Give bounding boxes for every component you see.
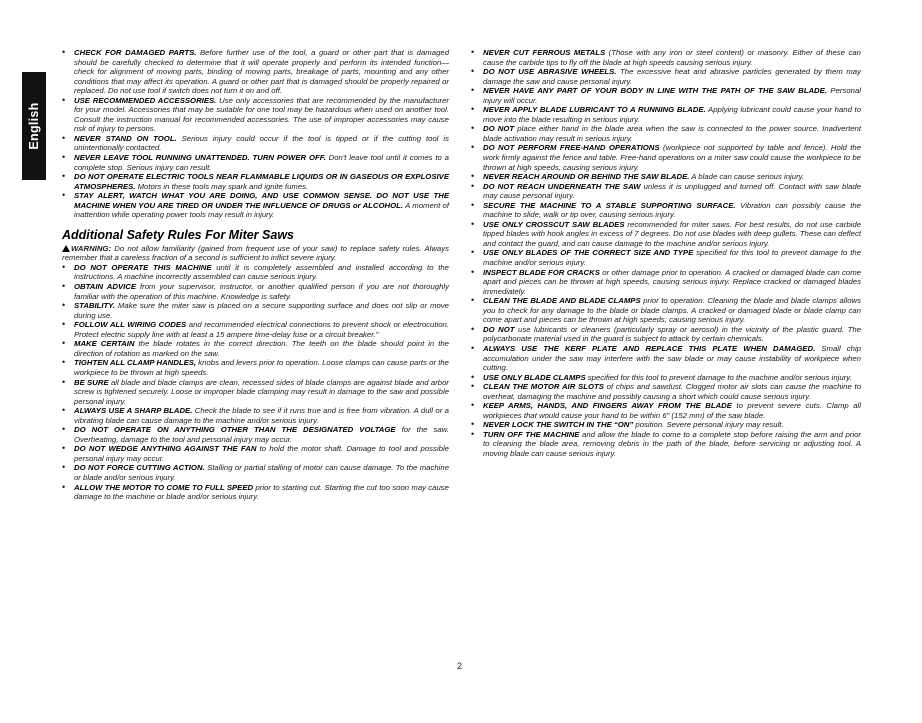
safety-rule-item: [62, 463, 449, 482]
rule-text: to prevent severe cuts. Clamp all workpieces that would cause your hand to be within 6" (152 mm) of the saw blade.: [483, 401, 861, 420]
rule-lead: CHECK FOR DAMAGED PARTS.: [74, 48, 197, 57]
rule-text: Motors in these tools may spark and ignite fumes.: [135, 181, 309, 191]
rule-text: recommended for miter saws. For best results, do not use carbide tipped blades with hook angles in excess of 7 degrees. Do not use blades with deep gullets. These can deflect and contact the guard, and can cause damage to the machine and/or serious injury.: [483, 219, 861, 248]
rule-text: position. Severe personal injury may result.: [633, 420, 784, 430]
rule-lead: NEVER STAND ON TOOL.: [74, 133, 177, 143]
rule-lead: DO NOT OPERATE THIS MACHINE: [74, 262, 212, 272]
bullet-icon: •: [62, 338, 66, 349]
bullet-icon: •: [471, 371, 475, 382]
safety-rule-item: [62, 172, 449, 191]
safety-rule-item: [471, 124, 861, 143]
bullet-icon: •: [62, 319, 66, 330]
bullet-icon: •: [62, 462, 66, 473]
rule-text: unless it is unplugged and turned off. Contact with saw blade may cause personal injury.: [483, 181, 861, 201]
rule-lead: STABILITY.: [74, 301, 115, 311]
rule-lead: OBTAIN ADVICE: [74, 282, 137, 292]
safety-rule-item: [62, 358, 449, 377]
bullet-icon: •: [62, 261, 66, 272]
bullet-icon: •: [62, 357, 66, 368]
safety-rule-item: [62, 282, 449, 301]
rule-text: all blade and blade clamps are clean, recessed sides of blade clamps are against blade and arbor screw is tightened securely. Loose or improper blade clamping may result in damage to the saw and possible personal injury.: [74, 377, 449, 406]
bullet-icon: •: [471, 381, 475, 392]
rule-lead: DO NOT OPERATE ELECTRIC TOOLS NEAR FLAMMABLE LIQUIDS OR IN GASEOUS OR EXPLOSIVE ATMOSPHERES.: [74, 172, 449, 191]
language-label: English: [27, 102, 41, 150]
safety-rule-item: [62, 483, 449, 502]
bullet-icon: •: [62, 376, 66, 387]
safety-rule-item: [471, 105, 861, 124]
rule-lead: USE ONLY CROSSCUT SAW BLADES: [483, 219, 625, 229]
bullet-icon: •: [471, 323, 475, 334]
left-column: [62, 48, 449, 502]
bullet-icon: •: [471, 85, 475, 96]
rule-text: (Those with any iron or steel content) or masonry. Either of these can cause the carbide tips to fly off the blade at high speeds causing serious injury.: [483, 48, 861, 67]
rule-text: Before further use of the tool, a guard or other part that is damaged should be carefully checked to determine that it will operate properly and perform its intended function—check for alignment of moving parts, binding of moving parts, breakage of parts, mounting and any other conditions that may affect its operation. A guard or other part that is damaged should be properly repaired or replaced. Do not use tool if switch does not turn it on and off.: [74, 48, 450, 96]
rule-text: prior to operation. Cleaning the blade and blade clamps allows you to check for any damage to the blade or blade clamps. A cracked or damaged blade or blade clamp can come apart and pieces can be thrown at high speeds, causing serious injury.: [483, 296, 861, 325]
rule-lead: ALWAYS USE THE KERF PLATE AND REPLACE THIS PLATE WHEN DAMAGED.: [483, 343, 816, 353]
safety-rule-item: [62, 153, 449, 172]
rule-text: specified for this tool to prevent damage to the machine and/or serious injury.: [483, 248, 861, 268]
bullet-icon: •: [62, 132, 66, 143]
bullet-icon: •: [471, 342, 475, 353]
rule-text: Applying lubricant could cause your hand to move into the blade resulting in serious injury.: [483, 105, 861, 124]
safety-rule-item: [62, 301, 449, 320]
rule-lead: NEVER LOCK THE SWITCH IN THE “ON”: [483, 420, 634, 430]
rule-lead: FOLLOW ALL WIRING CODES: [74, 320, 187, 330]
safety-rule-item: [471, 220, 861, 249]
safety-rule-item: [62, 48, 449, 96]
bullet-icon: •: [471, 66, 475, 77]
rule-text: Personal injury will occur.: [483, 86, 861, 105]
warning-paragraph: [62, 244, 449, 263]
rule-text: Serious injury could occur if the tool is tipped or if the cutting tool is unintentionally contacted.: [74, 133, 449, 153]
safety-rule-item: [62, 263, 449, 282]
safety-rule-item: [62, 96, 449, 134]
safety-rule-item: [62, 406, 449, 425]
safety-rule-item: [62, 191, 449, 220]
rule-lead: DO NOT REACH UNDERNEATH THE SAW: [483, 181, 641, 191]
language-tab: [22, 72, 46, 180]
bullet-icon: •: [471, 419, 475, 430]
bullet-icon: •: [62, 481, 66, 492]
rule-lead: USE ONLY BLADE CLAMPS: [483, 372, 586, 382]
rule-text: A blade can cause serious injury.: [689, 172, 805, 182]
rule-lead: NEVER HAVE ANY PART OF YOUR BODY IN LINE WITH THE PATH OF THE SAW BLADE.: [483, 86, 827, 96]
rule-lead: TURN OFF THE MACHINE: [483, 429, 580, 439]
rule-text: Vibration can possibly cause the machine to slide, walk or tip over, causing serious injury.: [483, 200, 861, 220]
bullet-icon: •: [471, 142, 475, 153]
bullet-icon: •: [471, 47, 475, 57]
rule-lead: ALLOW THE MOTOR TO COME TO FULL SPEED: [74, 482, 254, 492]
rule-lead: DO NOT: [483, 124, 515, 134]
warning-lead: WARNING:: [71, 243, 112, 253]
safety-rule-item: [62, 134, 449, 153]
rule-lead: TIGHTEN ALL CLAMP HANDLES,: [74, 358, 197, 368]
rule-lead: DO NOT FORCE CUTTING ACTION.: [74, 463, 205, 473]
rule-text: the blade rotates in the correct direction. The teeth on the blade should point in the direction of rotation as marked on the saw.: [74, 339, 449, 358]
rule-lead: USE RECOMMENDED ACCESSORIES.: [74, 95, 217, 105]
rule-text: for the saw. Overheating, damage to the tool and personal injury may occur.: [74, 425, 449, 444]
rule-lead: MAKE CERTAIN: [74, 339, 135, 349]
safety-rule-item: [471, 420, 861, 430]
bullet-icon: •: [62, 443, 66, 454]
rule-text: specified for this tool to prevent damage to the machine and/or serious injury.: [585, 372, 852, 382]
rule-text: Check the blade to see if it runs true and is free from vibration. A dull or a vibrating blade can cause damage to the machine and/or serious injury.: [74, 406, 449, 425]
rule-lead: NEVER REACH AROUND OR BEHIND THE SAW BLADE.: [483, 172, 690, 182]
safety-rule-item: [471, 48, 861, 67]
safety-rule-item: [471, 143, 861, 172]
rule-lead: DO NOT WEDGE ANYTHING AGAINST THE FAN: [74, 444, 257, 454]
rule-text: Make sure the miter saw is placed on a secure supporting surface and does not slip or move during use.: [74, 301, 449, 320]
warning-triangle-icon: [62, 245, 70, 252]
rule-lead: INSPECT BLADE FOR CRACKS: [483, 267, 600, 277]
rule-lead: DO NOT OPERATE ON ANYTHING OTHER THAN THE DESIGNATED VOLTAGE: [74, 425, 396, 435]
safety-rule-item: [471, 430, 861, 459]
safety-rule-item: [471, 182, 861, 201]
safety-rule-item: [471, 296, 861, 325]
rule-lead: DO NOT PERFORM FREE-HAND OPERATIONS: [483, 143, 660, 153]
bullet-icon: •: [471, 247, 475, 258]
safety-rule-item: [471, 67, 861, 86]
bullet-icon: •: [471, 171, 475, 182]
safety-rule-item: [62, 425, 449, 444]
rule-text: until it is completely assembled and installed according to the instructions. A machine incorrectly assembled can cause serious injury.: [74, 262, 449, 282]
bullet-icon: •: [62, 424, 66, 435]
rule-text: and recommended electrical connections to prevent shock or electrocution. Protect electric supply line with at least a 15 ampere time-delay fuse or a circuit breaker.": [74, 320, 449, 339]
bullet-icon: •: [471, 123, 475, 134]
safety-rule-item: [471, 268, 861, 297]
safety-rule-item: [62, 339, 449, 358]
bullet-icon: •: [471, 104, 475, 115]
rule-text: Small chip accumulation under the saw may interfere with the saw blade or may cause instability of workpiece when cutting.: [483, 343, 861, 373]
left-top-list: [62, 48, 449, 220]
rule-lead: USE ONLY BLADES OF THE CORRECT SIZE AND TYPE: [483, 248, 694, 258]
rule-lead: NEVER APPLY BLADE LUBRICANT TO A RUNNING BLADE.: [483, 105, 706, 115]
bullet-icon: •: [62, 171, 66, 182]
warning-text: Do not allow familiarity (gained from frequent use of your saw) to replace safety rules. Always remember that a careless fraction of a second is sufficient to inflict severe injury.: [62, 243, 449, 263]
safety-rule-item: [471, 172, 861, 182]
section-title: Additional Safety Rules For Miter Saws: [62, 227, 294, 242]
rule-text: Don't leave tool until it comes to a complete stop. Serious injury can result.: [74, 153, 449, 172]
bullet-icon: •: [471, 400, 475, 411]
rule-lead: NEVER LEAVE TOOL RUNNING UNATTENDED. TURN POWER OFF.: [74, 153, 326, 163]
rule-text: and allow the blade to come to a complete stop before raising the arm and prior to cleaning the blade area, removing debris in the path of the blade, before servicing or adjusting tool. A moving blade can cause serious injury.: [483, 429, 861, 458]
rule-text: use lubricants or cleaners (particularly spray or aerosol) in the vicinity of the plastic guard. The polycarbonate material used in the guard is subject to attack by certain chemicals.: [483, 324, 861, 344]
bullet-icon: •: [62, 94, 66, 105]
page-number: 2: [457, 661, 463, 671]
safety-rule-item: [471, 373, 861, 383]
rule-text: A moment of inattention while operating power tools may result in injury.: [74, 200, 449, 220]
rule-text: The excessive heat and abrasive particles generated by them may damage the saw and cause personal injury.: [483, 67, 861, 86]
rule-lead: ALWAYS USE A SHARP BLADE.: [74, 406, 193, 416]
rule-text: Use only accessories that are recommended by the manufacturer for your model. Accessories that may be suitable for one tool may be hazardous when used on another tool. Consult the instruction manual for recommended accessories. The use of improper accessories may cause risk of injury to persons.: [74, 95, 449, 134]
bullet-icon: •: [471, 428, 475, 439]
rule-text: from your supervisor, instructor, or another qualified person if you are not thoroughly familiar with the operation of this machine. Knowledge is safety.: [74, 282, 450, 301]
rule-lead: NEVER CUT FERROUS METALS: [483, 48, 606, 57]
bullet-icon: •: [62, 152, 66, 163]
bullet-icon: •: [471, 295, 475, 306]
bullet-icon: •: [471, 199, 475, 210]
safety-rule-item: [471, 344, 861, 373]
safety-rule-item: [471, 201, 861, 220]
rule-lead: CLEAN THE MOTOR AIR SLOTS: [483, 382, 604, 392]
safety-rule-item: [471, 382, 861, 401]
bullet-icon: •: [62, 405, 66, 416]
safety-rule-item: [62, 444, 449, 463]
rule-lead: KEEP ARMS, HANDS, AND FINGERS AWAY FROM THE BLADE: [483, 401, 732, 411]
rule-lead: BE SURE: [74, 377, 109, 387]
right-list: [471, 48, 861, 459]
bullet-icon: •: [62, 190, 66, 201]
rule-text: of chips and sawdust. Clogged motor air slots can cause the machine to overheat, damaging the machine and possibly causing a short which could cause serious injury.: [483, 382, 862, 401]
rule-text: prior to starting cut. Starting the cut too soon may cause damage to the machine or blade and/or serious injury.: [74, 482, 449, 502]
safety-rule-item: [62, 378, 449, 407]
safety-rule-item: [471, 248, 861, 267]
right-column: [471, 48, 861, 459]
rule-text: Stalling or partial stalling of motor can cause damage. To the machine or blade and/or serious injury.: [74, 463, 449, 482]
rule-text: place either hand in the blade area when the saw is connected to the power source. Inadvertent blade activation may result in serious injury.: [483, 124, 861, 143]
safety-rule-item: [471, 325, 861, 344]
rule-lead: STAY ALERT, WATCH WHAT YOU ARE DOING, AND USE COMMON SENSE. DO NOT USE THE MACHINE WHEN YOU ARE TIRED OR UNDER THE INFLUENCE OF DRUGS or ALCOHOL.: [74, 191, 449, 210]
rule-text: knobs and levers prior to operation. Loose clamps can cause parts or the workpiece to be thrown at high speeds.: [74, 358, 449, 377]
rule-text: or other damage prior to operation. A cracked or damaged blade can come apart and pieces can be thrown at high speeds, causing serious injury. Replace cracked or damaged blades immediately.: [483, 267, 861, 296]
bullet-icon: •: [471, 180, 475, 191]
bullet-icon: •: [471, 218, 475, 229]
left-bottom-list: [62, 263, 449, 502]
rule-lead: SECURE THE MACHINE TO A STABLE SUPPORTING SURFACE.: [483, 200, 736, 210]
rule-text: (workpiece not supported by table and fence). Hold the work firmly against the fence and table. Free-hand operations on a miter saw could cause the workpiece to be thrown at high speeds, causing serious injury.: [483, 143, 862, 172]
safety-rule-item: [471, 401, 861, 420]
rule-text: to hold the motor shaft. Damage to tool and possible personal injury may occur.: [74, 444, 449, 463]
safety-rule-item: [62, 320, 449, 339]
rule-lead: CLEAN THE BLADE AND BLADE CLAMPS: [483, 296, 641, 306]
bullet-icon: •: [62, 47, 66, 57]
rule-lead: DO NOT: [483, 324, 515, 334]
safety-rule-item: [471, 86, 861, 105]
rule-lead: DO NOT USE ABRASIVE WHEELS.: [483, 67, 617, 77]
bullet-icon: •: [62, 300, 66, 311]
bullet-icon: •: [62, 281, 66, 292]
bullet-icon: •: [471, 266, 475, 277]
